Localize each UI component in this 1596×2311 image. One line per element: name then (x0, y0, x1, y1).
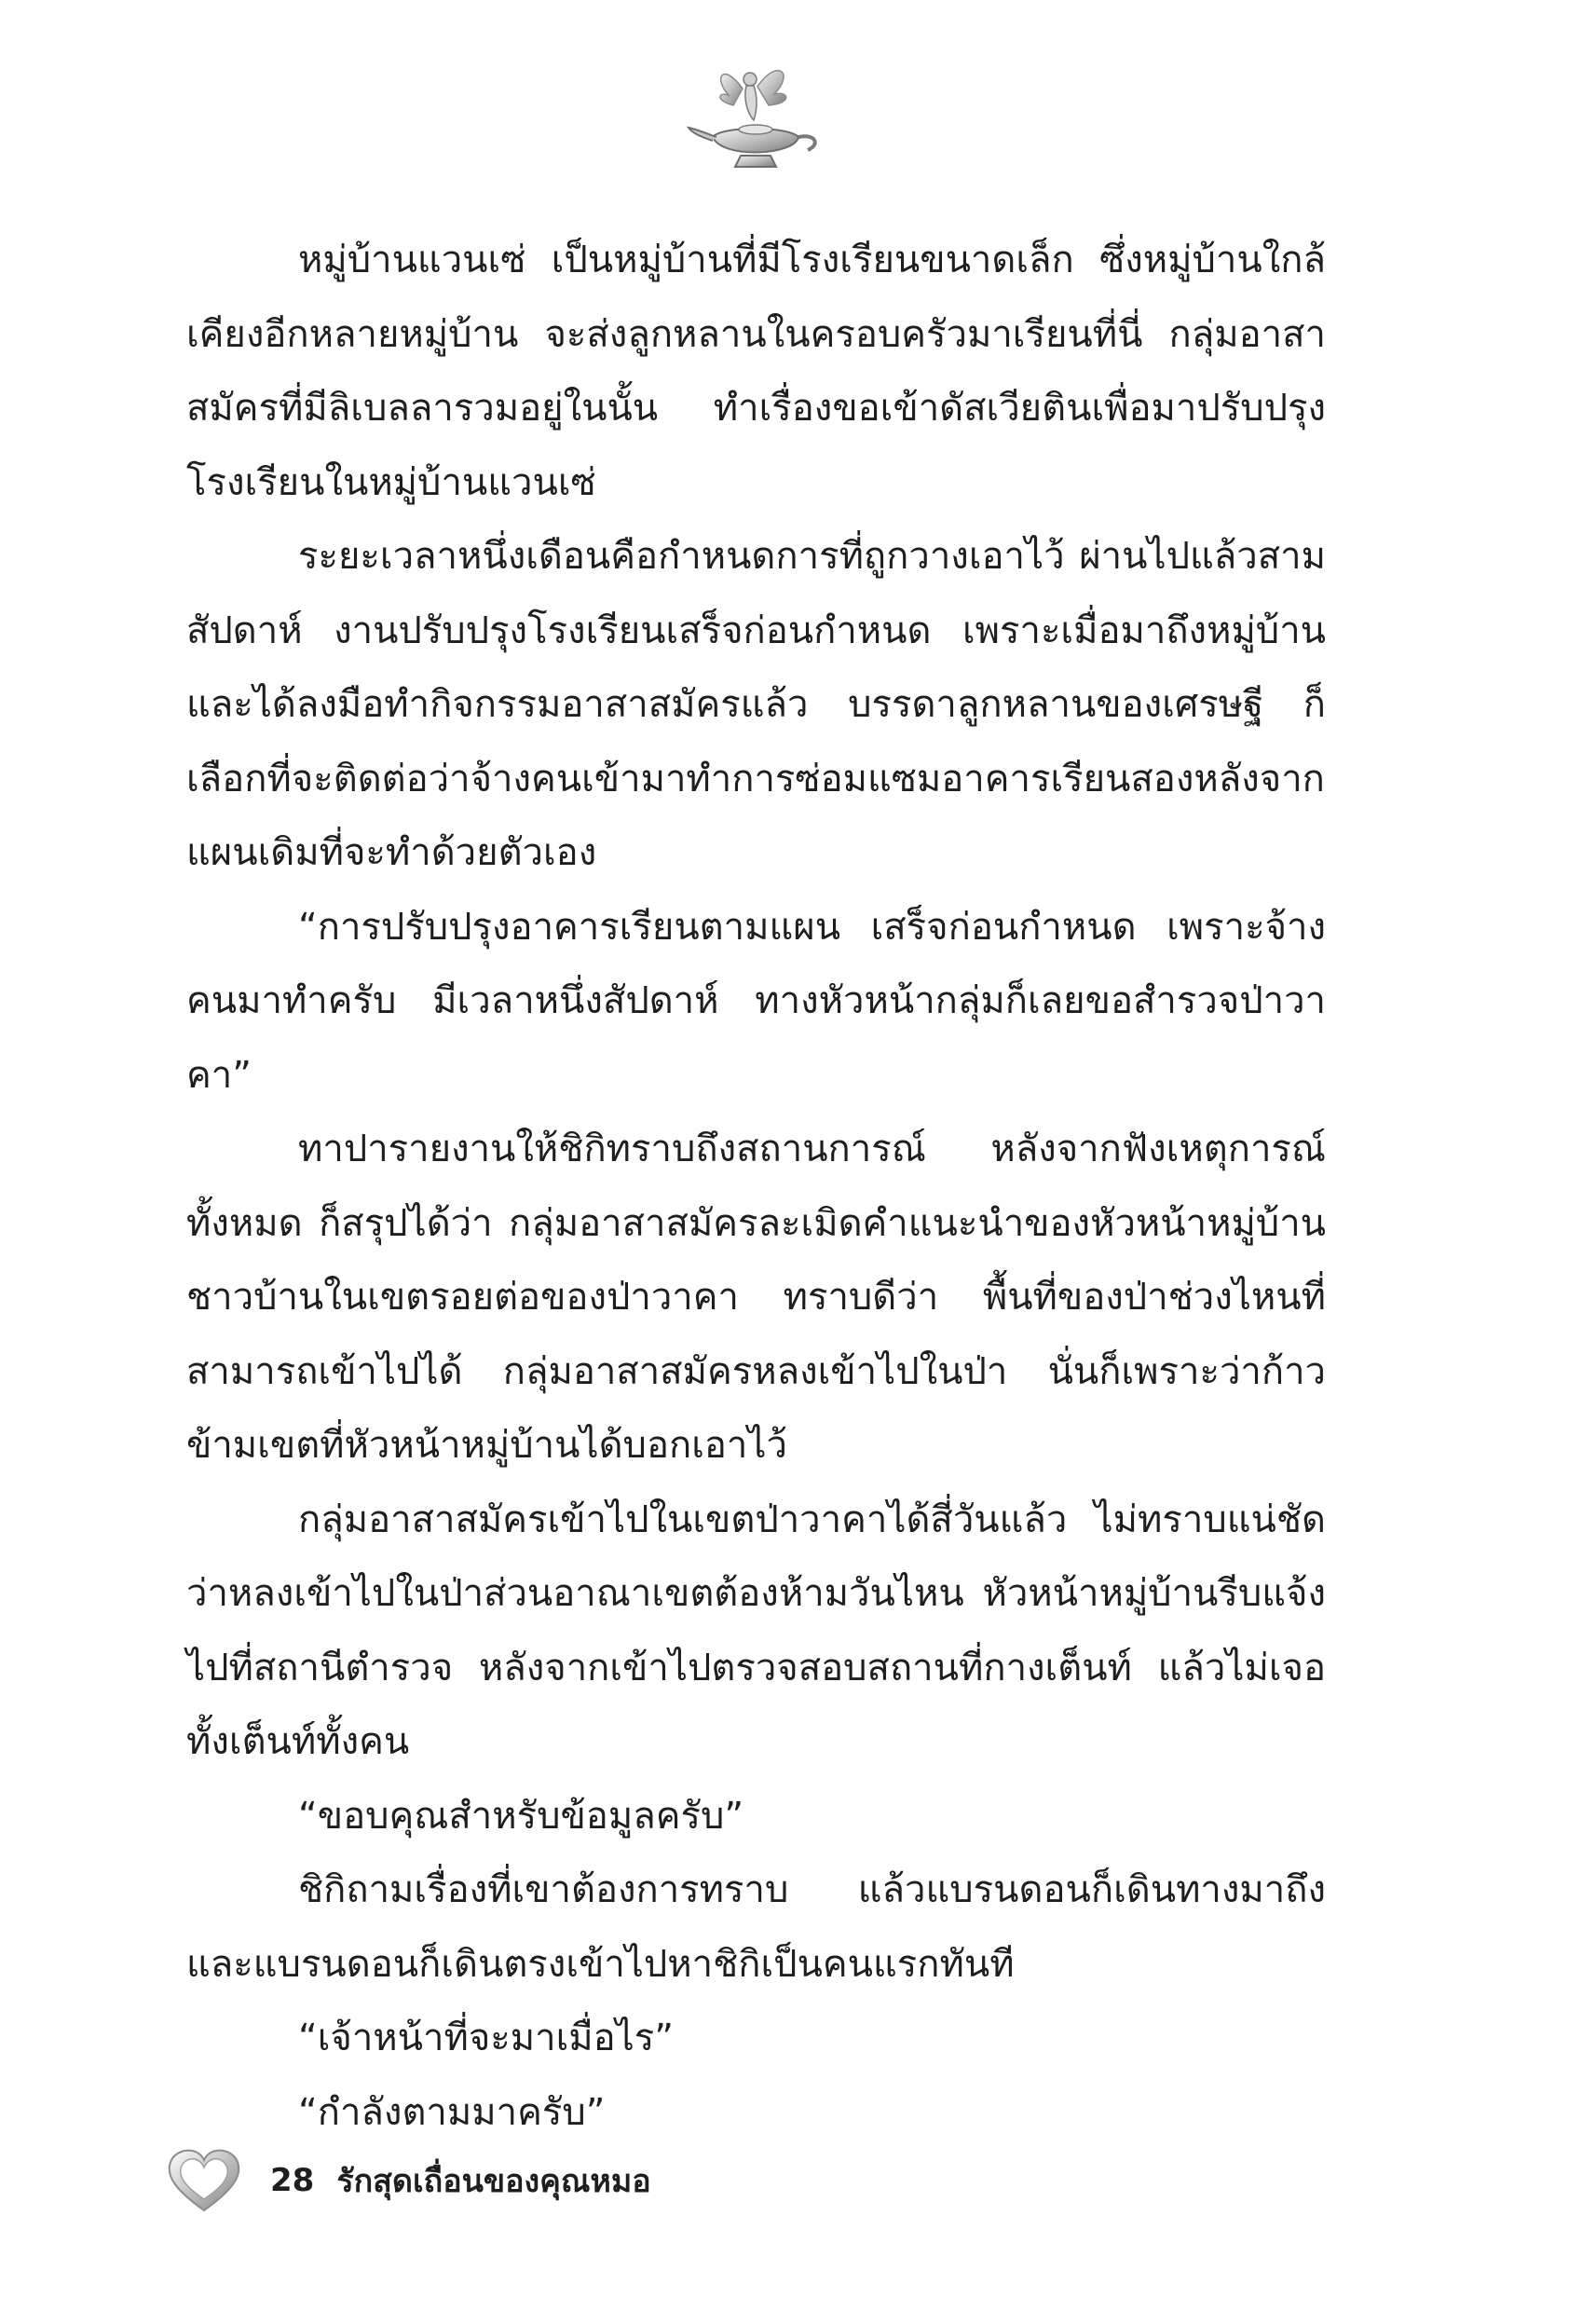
paragraph: “เจ้าหน้าที่จะมาเมื่อไร” (298, 2017, 674, 2059)
page-footer (166, 2143, 651, 2218)
paragraph: “การปรับปรุงอาคารเรียนตามแผน เสร็จก่อนกำหนด เพราะจ้างคนมาทำครับ มีเวลาหนึ่งสัปดาห์ ทางหัวหน้ากลุ่มก็เลยขอสำรวจป่าวาคา” (186, 905, 1326, 1097)
paragraph: “กำลังตามมาครับ” (298, 2090, 606, 2134)
page-number: 28 (270, 2162, 315, 2199)
lamp-fairy-ornament-icon (685, 51, 825, 182)
heart-icon (166, 2147, 242, 2214)
paragraph: ระยะเวลาหนึ่งเดือนคือกำหนดการที่ถูกวางเอาไว้ ผ่านไปแล้วสามสัปดาห์ งานปรับปรุงโรงเรียนเสร็จก่อนกำหนด เพราะเมื่อมาถึงหมู่บ้านและได้ลงมือทำกิจกรรมอาสาสมัครแล้ว บรรดาลูกหลานของเศรษฐี ก็เลือกที่จะติดต่อว่าจ้างคนเข้ามาทำการซ่อมแซมอาคารเรียนสองหลังจากแผนเดิมที่จะทำด้วยตัวเอง (186, 535, 1326, 874)
paragraph: ทาปารายงานให้ชิกิทราบถึงสถานการณ์ หลังจากฟังเหตุการณ์ทั้งหมด ก็สรุปได้ว่า กลุ่มอาสาสมัครละเมิดคำแนะนำของหัวหน้าหมู่บ้านชาวบ้านในเขตรอยต่อของป่าวาคา ทราบดีว่า พื้นที่ของป่าช่วงไหนที่สามารถเข้าไปได้ กลุ่มอาสาสมัครหลงเข้าไปในป่า นั่นก็เพราะว่าก้าวข้ามเขตที่หัวหน้าหมู่บ้านได้บอกเอาไว้ (186, 1128, 1326, 1467)
book-title: รักสุดเถื่อนของคุณหมอ (336, 2163, 651, 2200)
paragraph: หมู่บ้านแวนเซ่ เป็นหมู่บ้านที่มีโรงเรียนขนาดเล็ก ซึ่งหมู่บ้านใกล้เคียงอีกหลายหมู่บ้าน จะส่งลูกหลานในครอบครัวมาเรียนที่นี่ กลุ่มอาสาสมัครที่มีลิเบลลารวมอยู่ในนั้น ทำเรื่องขอเข้าดัสเวียตินเพื่อมาปรับปรุงโรงเรียนในหมู่บ้านแวนเซ่ (186, 239, 1326, 504)
paragraph: ชิกิถามเรื่องที่เขาต้องการทราบ แล้วแบรนดอนก็เดินทางมาถึงและแบรนดอนก็เดินตรงเข้าไปหาชิกิเป็นคนแรกทันที (186, 1868, 1326, 1986)
paragraph: กลุ่มอาสาสมัครเข้าไปในเขตป่าวาคาได้สี่วันแล้ว ไม่ทราบแน่ชัดว่าหลงเข้าไปในป่าส่วนอาณาเขตต้องห้ามวันไหน หัวหน้าหมู่บ้านรีบแจ้งไปที่สถานีตำรวจ หลังจากเข้าไปตรวจสอบสถานที่กางเต็นท์ แล้วไม่เจอทั้งเต็นท์ทั้งคน (186, 1497, 1326, 1763)
body-text (186, 224, 1326, 2150)
paragraph: “ขอบคุณสำหรับข้อมูลครับ” (298, 1794, 744, 1838)
